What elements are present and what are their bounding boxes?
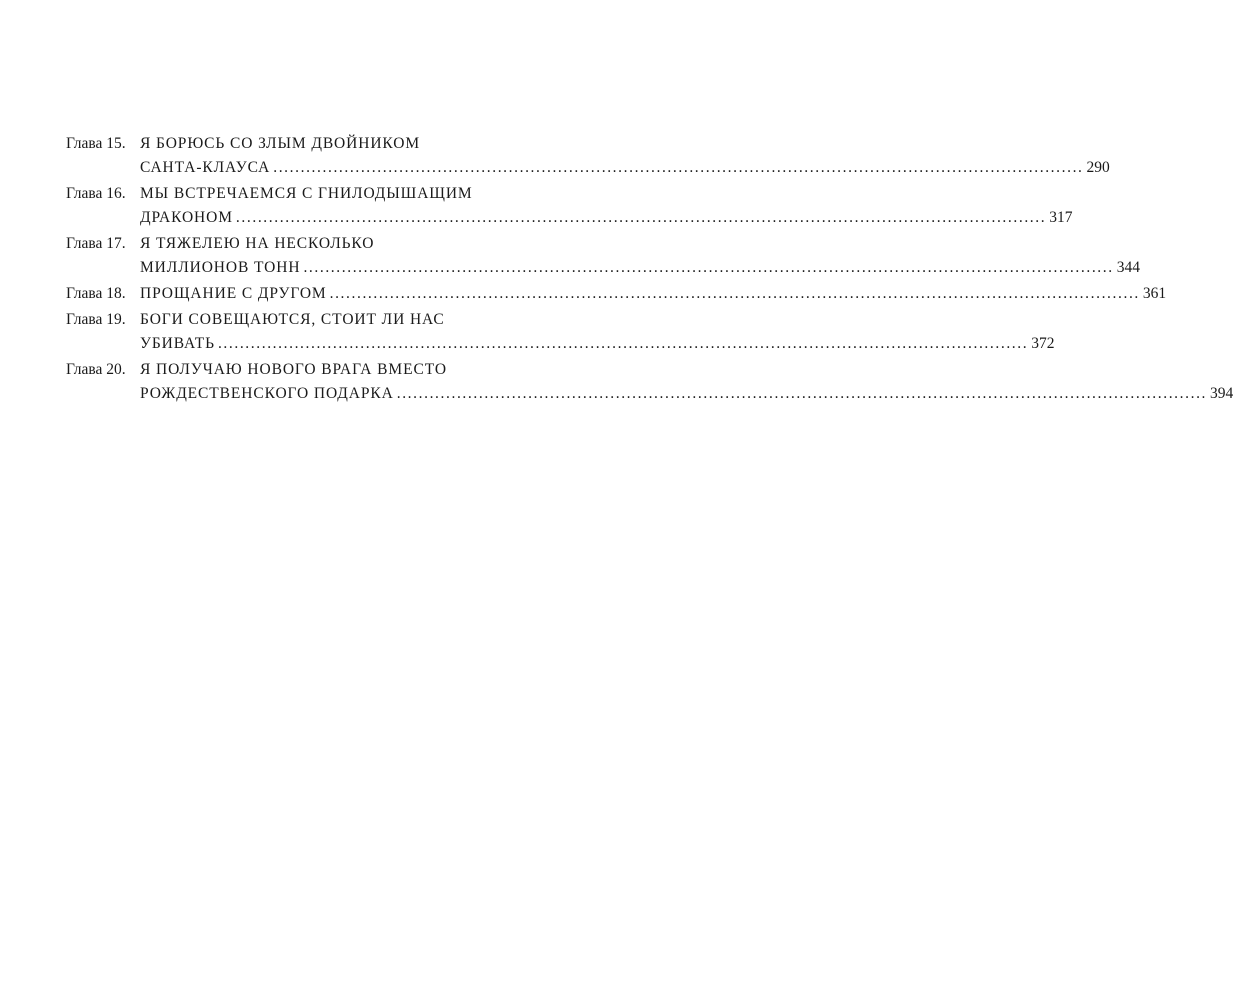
chapter-label: Глава 18. <box>66 285 126 302</box>
chapter-title-line: БОГИ СОВЕЩАЮТСЯ, СТОИТ ЛИ НАС <box>140 311 445 328</box>
toc-entry-chapter-18[interactable] <box>66 282 1167 306</box>
toc-entry-chapter-16[interactable] <box>66 182 1073 230</box>
dot-leader <box>330 282 1140 306</box>
chapter-label: Глава 15. <box>66 135 126 152</box>
chapter-title-line: МИЛЛИОНОВ ТОНН <box>140 259 301 276</box>
chapter-title-line: ПРОЩАНИЕ С ДРУГОМ <box>140 285 327 302</box>
page-number: 361 <box>1142 285 1167 302</box>
chapter-title <box>140 182 1072 230</box>
chapter-title <box>140 308 1055 356</box>
dot-leader <box>397 382 1207 406</box>
chapter-label: Глава 17. <box>66 235 126 252</box>
chapter-title-line: Я ПОЛУЧАЮ НОВОГО ВРАГА ВМЕСТО <box>140 361 447 378</box>
chapter-title <box>140 282 1166 306</box>
chapter-label: Глава 20. <box>66 361 126 378</box>
dot-leader <box>273 156 1083 180</box>
chapter-label: Глава 19. <box>66 311 126 328</box>
chapter-title-last-line <box>140 282 1166 306</box>
table-of-contents <box>66 132 1233 408</box>
chapter-title-last-line <box>140 256 1140 280</box>
toc-entry-chapter-20[interactable] <box>66 358 1233 406</box>
toc-entry-chapter-17[interactable] <box>66 232 1140 280</box>
chapter-title-line: Я БОРЮСЬ СО ЗЛЫМ ДВОЙНИКОМ <box>140 135 421 152</box>
chapter-title <box>140 358 1233 406</box>
page-number: 372 <box>1031 335 1055 352</box>
chapter-label: Глава 16. <box>66 185 126 202</box>
chapter-title-last-line <box>140 156 1110 180</box>
chapter-title <box>140 132 1110 180</box>
chapter-title-line: УБИВАТЬ <box>140 335 215 352</box>
chapter-title-line: МЫ ВСТРЕЧАЕМСЯ С ГНИЛОДЫШАЩИМ <box>140 185 473 202</box>
chapter-title-last-line <box>140 382 1233 406</box>
chapter-title-line: РОЖДЕСТВЕНСКОГО ПОДАРКА <box>140 385 394 402</box>
dot-leader <box>218 332 1028 356</box>
page-number: 290 <box>1086 159 1110 176</box>
chapter-title-line: Я ТЯЖЕЛЕЮ НА НЕСКОЛЬКО <box>140 235 375 252</box>
chapter-title <box>140 232 1140 280</box>
toc-entry-chapter-19[interactable] <box>66 308 1055 356</box>
page-number: 344 <box>1116 259 1140 276</box>
chapter-title-line: САНТА-КЛАУСА <box>140 159 271 176</box>
chapter-title-line: ДРАКОНОМ <box>140 209 233 226</box>
page-number: 394 <box>1210 385 1233 402</box>
toc-entry-chapter-15[interactable] <box>66 132 1110 180</box>
chapter-title-last-line <box>140 206 1072 230</box>
dot-leader <box>303 256 1113 280</box>
page-number: 317 <box>1049 209 1073 226</box>
dot-leader <box>236 206 1046 230</box>
chapter-title-last-line <box>140 332 1055 356</box>
